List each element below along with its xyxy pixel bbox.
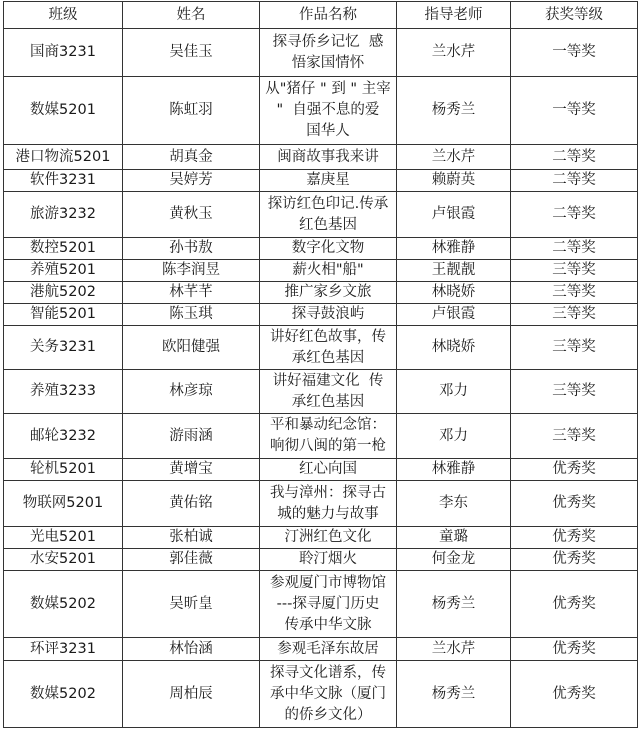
cell-award: 三等奖 [511, 414, 638, 459]
table-row [4, 170, 638, 192]
cell-award: 一等奖 [511, 77, 638, 145]
cell-class: 旅游3232 [4, 192, 123, 238]
cell-name: 黄秋玉 [123, 192, 260, 238]
cell-name: 张柏诚 [123, 527, 260, 549]
work-title-line: 悟家国情怀 [291, 54, 365, 71]
cell-class: 养殖3233 [4, 370, 123, 414]
cell-teacher: 兰水芹 [397, 29, 511, 77]
cell-award: 二等奖 [511, 145, 638, 170]
awards-table [3, 1, 638, 728]
table-row [4, 238, 638, 260]
header-work: 作品名称 [260, 2, 397, 29]
work-title-line: 平和暴动纪念馆： [270, 417, 386, 433]
work-title-line: 讲好福建文化 传 [272, 372, 384, 389]
cell-teacher: 赖蔚英 [397, 170, 511, 192]
cell-class: 水安5201 [4, 549, 123, 571]
work-title-line: 讲好红色故事，传 [270, 328, 386, 345]
cell-award: 二等奖 [511, 192, 638, 238]
cell-teacher: 童璐 [397, 527, 511, 549]
cell-award: 二等奖 [511, 238, 638, 260]
work-title-line: 承红色基因 [291, 349, 365, 366]
work-title-line: 推广家乡文旅 [284, 284, 372, 300]
cell-name: 游雨涵 [123, 414, 260, 459]
cell-work [260, 527, 397, 549]
cell-work [260, 304, 397, 326]
cell-work [260, 370, 397, 414]
cell-class: 数媒5202 [4, 571, 123, 638]
cell-award: 优秀奖 [511, 661, 638, 728]
table-row [4, 304, 638, 326]
cell-name: 吴婷芳 [123, 170, 260, 192]
cell-teacher: 何金龙 [397, 549, 511, 571]
header-class: 班级 [4, 2, 123, 29]
work-title-line: 参观毛泽东故居 [277, 640, 379, 657]
cell-class: 环评3231 [4, 638, 123, 661]
cell-class: 物联网5201 [4, 481, 123, 527]
work-title-line: 传承中华文脉 [284, 616, 372, 633]
cell-work [260, 77, 397, 145]
table-row [4, 549, 638, 571]
cell-work [260, 481, 397, 527]
cell-name: 黄增宝 [123, 459, 260, 481]
cell-name: 陈虹羽 [123, 77, 260, 145]
table-row [4, 571, 638, 638]
cell-class: 国商3231 [4, 29, 123, 77]
header-teacher: 指导老师 [397, 2, 511, 29]
cell-work [260, 238, 397, 260]
cell-award: 优秀奖 [511, 459, 638, 481]
cell-work [260, 192, 397, 238]
cell-name: 林怡涵 [123, 638, 260, 661]
cell-teacher: 王靓靓 [397, 260, 511, 282]
work-title-line: 红心向国 [299, 461, 357, 477]
table-row [4, 459, 638, 481]
work-title-line: 红色基因 [299, 216, 357, 233]
cell-work [260, 638, 397, 661]
cell-teacher: 杨秀兰 [397, 77, 511, 145]
work-title-line: 探寻侨乡记忆 感 [272, 33, 384, 50]
work-title-line: " 自强不息的爱 [276, 102, 380, 118]
work-title-line: 我与漳州：探寻古 [270, 484, 386, 501]
table-row [4, 77, 638, 145]
cell-class: 港口物流5201 [4, 145, 123, 170]
cell-award: 三等奖 [511, 282, 638, 304]
cell-class: 数控5201 [4, 238, 123, 260]
cell-class: 轮机5201 [4, 459, 123, 481]
work-title-line: 探寻鼓浪屿 [291, 306, 365, 322]
table-row [4, 414, 638, 459]
cell-work [260, 571, 397, 638]
cell-class: 邮轮3232 [4, 414, 123, 459]
work-title-line: ---探寻厦门历史 [276, 595, 380, 612]
table-row [4, 260, 638, 282]
cell-teacher: 林雅静 [397, 459, 511, 481]
work-title-line: 探访红色印记.传承 [267, 195, 389, 212]
cell-class: 软件3231 [4, 170, 123, 192]
cell-award: 优秀奖 [511, 481, 638, 527]
work-title-line: 从"猪仔 " 到 " 主宰 [265, 81, 391, 97]
cell-work [260, 260, 397, 282]
cell-award: 优秀奖 [511, 571, 638, 638]
table-row [4, 481, 638, 527]
work-title-line: 嘉庚星 [306, 172, 350, 188]
cell-class: 数媒5201 [4, 77, 123, 145]
table-row [4, 29, 638, 77]
cell-work [260, 459, 397, 481]
table-row [4, 527, 638, 549]
cell-class: 养殖5201 [4, 260, 123, 282]
cell-work [260, 326, 397, 370]
table-row [4, 192, 638, 238]
cell-name: 吴佳玉 [123, 29, 260, 77]
cell-award: 三等奖 [511, 326, 638, 370]
cell-work [260, 414, 397, 459]
work-title-line: 国华人 [306, 123, 350, 139]
cell-name: 周柏辰 [123, 661, 260, 728]
header-row [4, 2, 638, 29]
cell-name: 黄佑铭 [123, 481, 260, 527]
work-title-line: 的侨乡文化） [284, 706, 372, 723]
cell-name: 孙书敖 [123, 238, 260, 260]
cell-name: 郭佳薇 [123, 549, 260, 571]
header-name: 姓名 [123, 2, 260, 29]
cell-class: 关务3231 [4, 326, 123, 370]
cell-work [260, 549, 397, 571]
cell-award: 三等奖 [511, 370, 638, 414]
work-title-line: 探寻文化谱系，传 [270, 664, 386, 681]
cell-teacher: 林晓娇 [397, 282, 511, 304]
table-row [4, 326, 638, 370]
cell-award: 优秀奖 [511, 549, 638, 571]
table-body [4, 29, 638, 728]
cell-work [260, 145, 397, 170]
cell-work [260, 282, 397, 304]
table-row [4, 638, 638, 661]
work-title-line: 汀洲红色文化 [284, 529, 372, 545]
cell-class: 港航5202 [4, 282, 123, 304]
cell-name: 林彦琼 [123, 370, 260, 414]
cell-award: 二等奖 [511, 170, 638, 192]
cell-award: 优秀奖 [511, 638, 638, 661]
work-title-line: 参观厦门市博物馆 [270, 574, 386, 591]
cell-award: 三等奖 [511, 304, 638, 326]
work-title-line: 聆汀烟火 [299, 551, 357, 567]
table-row [4, 145, 638, 170]
work-title-line: 闽商故事我来讲 [277, 148, 379, 165]
cell-teacher: 兰水芹 [397, 638, 511, 661]
header-award: 获奖等级 [511, 2, 638, 29]
cell-teacher: 杨秀兰 [397, 661, 511, 728]
table-row [4, 661, 638, 728]
work-title-line: 承中华文脉（厦门 [270, 685, 386, 702]
table-row [4, 370, 638, 414]
cell-name: 吴昕皇 [123, 571, 260, 638]
work-title-line: 数字化文物 [291, 240, 365, 256]
cell-teacher: 李东 [397, 481, 511, 527]
cell-class: 数媒5202 [4, 661, 123, 728]
cell-teacher: 卢银霞 [397, 304, 511, 326]
cell-class: 智能5201 [4, 304, 123, 326]
cell-name: 陈玉琪 [123, 304, 260, 326]
table-row [4, 282, 638, 304]
cell-award: 一等奖 [511, 29, 638, 77]
work-title-line: 城的魅力与故事 [277, 505, 379, 522]
cell-class: 光电5201 [4, 527, 123, 549]
cell-work [260, 661, 397, 728]
cell-name: 林芊芊 [123, 282, 260, 304]
cell-name: 陈李润昱 [123, 260, 260, 282]
cell-name: 胡真金 [123, 145, 260, 170]
work-title-line: 响彻八闽的第一枪 [270, 438, 386, 454]
cell-work [260, 29, 397, 77]
cell-name: 欧阳健强 [123, 326, 260, 370]
cell-teacher: 邓力 [397, 414, 511, 459]
cell-teacher: 林雅静 [397, 238, 511, 260]
cell-teacher: 邓力 [397, 370, 511, 414]
cell-award: 三等奖 [511, 260, 638, 282]
cell-teacher: 杨秀兰 [397, 571, 511, 638]
work-title-line: 承红色基因 [291, 393, 365, 410]
work-title-line: 薪火相"船" [292, 262, 364, 278]
cell-teacher: 林晓娇 [397, 326, 511, 370]
cell-teacher: 卢银霞 [397, 192, 511, 238]
cell-award: 优秀奖 [511, 527, 638, 549]
cell-teacher: 兰水芹 [397, 145, 511, 170]
cell-work [260, 170, 397, 192]
